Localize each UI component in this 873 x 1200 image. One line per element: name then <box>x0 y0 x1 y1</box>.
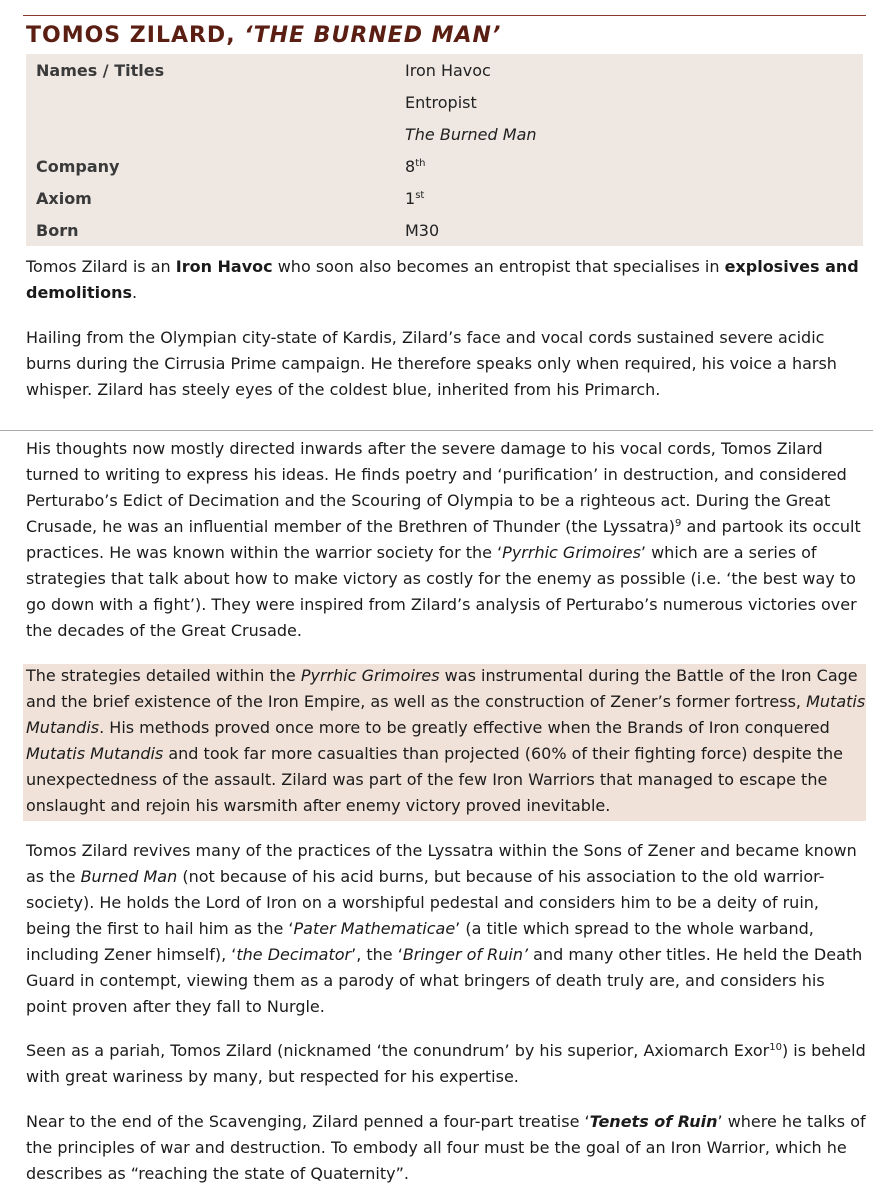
info-row-company <box>26 150 863 182</box>
text-run: His thoughts now mostly directed inwards after the severe damage to his vocal cords, Tomos Zilard turned to writing to express his ideas. He finds poetry and ‘purification’ in destruction, and considered Perturabo’s Edict of Decimation and the Scouring of Olympia to be a righteous act. During the Great Crusade, he was an influential member of the Brethren of Thunder (the Lyssatra) <box>26 439 847 536</box>
text-run: who soon also becomes an entropist that specialises in <box>272 257 725 276</box>
text-run: Tomos Zilard revives many of the practices of the Lyssatra within the Sons of Zener and became known as the <box>26 841 857 886</box>
name-value: The Burned Man <box>405 125 537 144</box>
info-row-names <box>26 54 863 86</box>
text-run-bold: explosives and demolitions <box>26 257 859 302</box>
text-run-italic: Pater Mathematicae <box>293 919 456 938</box>
text-run: ’ where he talks of the principles of war and destruction. To embody all four must be the goal of an Iron Warrior, which he describes as “reaching the state of Quaternity”. <box>26 1112 866 1183</box>
text-run: . <box>131 283 138 302</box>
text-run: ’ which are a series of strategies that talk about how to make victory as costly for the enemy as possible (i.e. ‘the best way to go down with a fight’). They were inspired from Zilard’s analysis of Perturabo’s numerous victories over the decades of the Great Crusade. <box>26 543 857 640</box>
company-label: Company <box>36 157 120 176</box>
axiom-label: Axiom <box>36 189 92 208</box>
text-run-italic: Pyrrhic Grimoires <box>502 543 641 562</box>
info-row-names-2 <box>26 86 863 118</box>
born-value: M30 <box>405 221 440 240</box>
title-name: TOMOS ZILARD, <box>26 23 245 48</box>
text-run-italic: Bringer of Ruin’ <box>402 945 529 964</box>
title-epithet: ‘THE BURNED MAN’ <box>244 23 502 48</box>
text-run-italic: Mutatis Mutandis <box>26 744 164 763</box>
axiom-value <box>405 188 424 210</box>
text-run-bold-italic: Tenets of Ruin <box>589 1112 718 1131</box>
paragraph-strategies <box>26 663 866 819</box>
text-run-italic: Mutatis Mutandis <box>26 692 866 737</box>
text-run: Tomos Zilard is an <box>26 257 176 276</box>
footnote-ref[interactable]: 9 <box>675 518 682 529</box>
text-run: (not because of his acid burns, but because of his association to the old warrior-society). He holds the Lord of Iron on a worshipful pedestal and considers him to be a deity of ruin, being the first to hail him as the ‘ <box>26 867 825 938</box>
footnote-ref[interactable]: 10 <box>769 1042 782 1053</box>
info-table <box>26 54 863 246</box>
company-number: 8 <box>405 157 416 176</box>
info-row-born <box>26 214 863 246</box>
paragraph-tenets <box>26 1109 866 1187</box>
text-run: ’ (a title which spread to the whole warband, including Zener himself), ‘ <box>26 919 814 964</box>
text-run: was instrumental during the Battle of the Iron Cage and the brief existence of the Iron Empire, as well as the construction of Zener’s former fortress, <box>26 666 858 711</box>
paragraph-origin: Hailing from the Olympian city-state of Kardis, Zilard’s face and vocal cords sustained severe acidic burns during the Cirrusia Prime campaign. He therefore speaks only when required, his voice a harsh whisper. Zilard has steely eyes of the coldest blue, inherited from his Primarch. <box>26 328 837 399</box>
text-run-bold: Iron Havoc <box>175 257 273 276</box>
company-suffix: th <box>415 158 426 169</box>
paragraph-pariah <box>26 1038 866 1090</box>
axiom-suffix: st <box>415 190 425 201</box>
text-run: Near to the end of the Scavenging, Zilard penned a four-part treatise ‘ <box>26 1112 590 1131</box>
text-run: ) is beheld with great wariness by many, but respected for his expertise. <box>26 1041 866 1086</box>
info-row-names-3 <box>26 118 863 150</box>
text-run: and took far more casualties than projected (60% of their fighting force) despite the unexpectedness of the assault. Zilard was part of the few Iron Warriors that managed to escape the onslaught and rejoin his warsmith after enemy victory proved inevitable. <box>26 744 844 815</box>
text-run: and partook its occult practices. He was known within the warrior society for the ‘ <box>26 517 861 562</box>
name-value: Entropist <box>405 93 477 112</box>
paragraph-intro <box>26 254 866 306</box>
text-run: . His methods proved once more to be greatly effective when the Brands of Iron conquered <box>99 718 830 737</box>
company-value <box>405 156 425 178</box>
text-run: and many other titles. He held the Death Guard in contempt, viewing them as a parody of what bringers of death truly are, and considers his point proven after they fall to Nurgle. <box>26 945 863 1016</box>
axiom-number: 1 <box>405 189 416 208</box>
info-row-axiom <box>26 182 863 214</box>
name-value: Iron Havoc <box>405 61 491 80</box>
text-run: The strategies detailed within the <box>26 666 301 685</box>
text-run-italic: Pyrrhic Grimoires <box>300 666 440 685</box>
text-run-italic: Burned Man <box>80 867 178 886</box>
section-divider <box>0 430 873 431</box>
top-rule <box>23 15 866 16</box>
names-label: Names / Titles <box>36 61 165 80</box>
page-title <box>26 20 501 52</box>
text-run: Seen as a pariah, Tomos Zilard (nicknamed ‘the conundrum’ by his superior, Axiomarch Exor <box>26 1041 770 1060</box>
paragraph-lyssatra <box>26 838 866 1020</box>
born-label: Born <box>36 221 79 240</box>
paragraph-thoughts <box>26 436 866 644</box>
text-run: ’, the ‘ <box>351 945 403 964</box>
text-run-italic: the Decimator <box>236 945 352 964</box>
